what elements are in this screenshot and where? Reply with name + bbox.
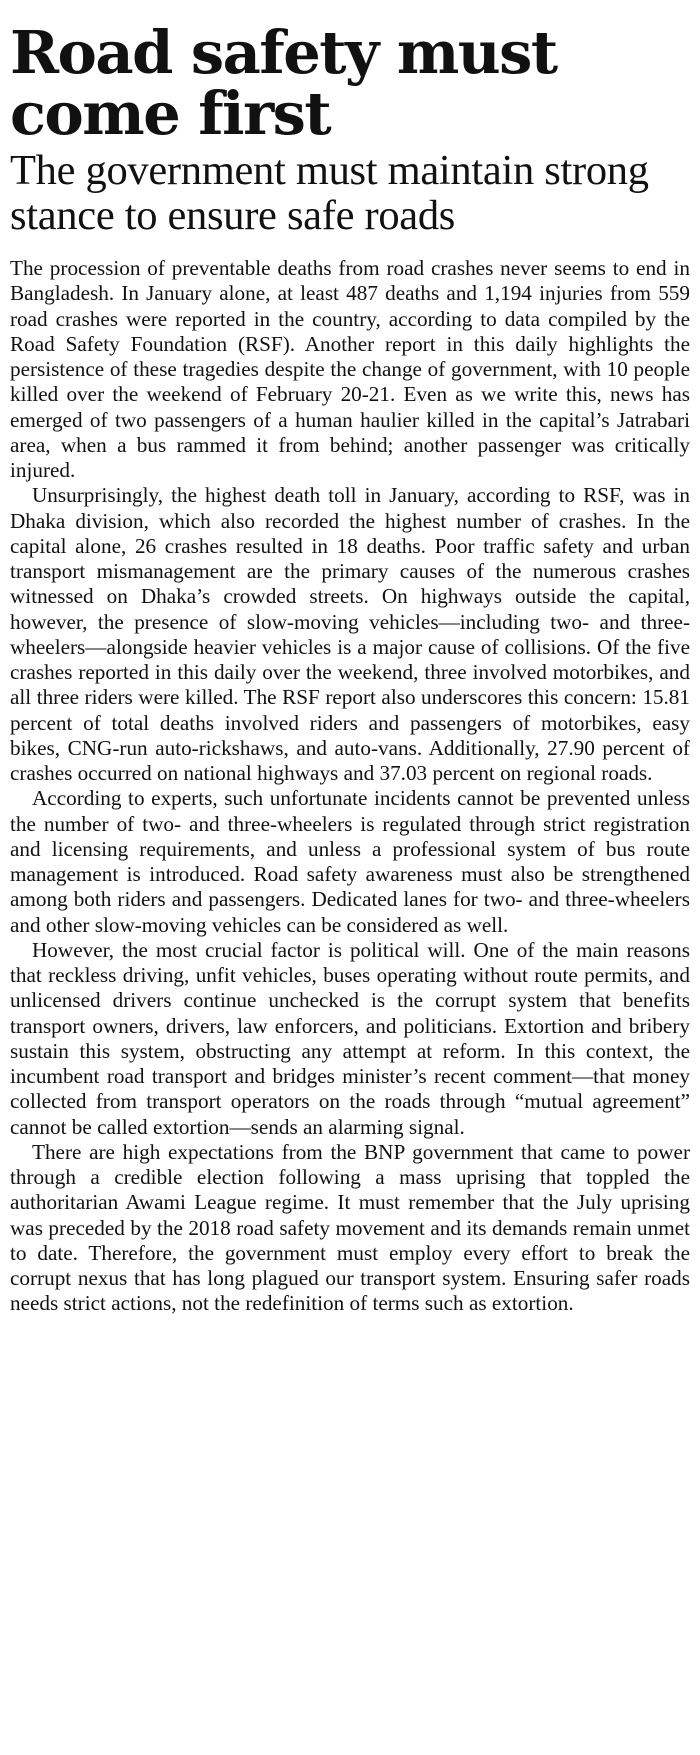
paragraph-1: The procession of preventable deaths from road crashes never seems to end in Bangladesh. In January alone, at least 487 deaths and 1,194 injuries from 559 road crashes were reported in the country, according to data compiled by the Road Safety Foundation (RSF). Another report in this daily highlights the persistence of these tragedies despite the change of government, with 10 people killed over the weekend of February 20-21. Even as we write this, news has emerged of two passengers of a human haulier killed in the capital’s Jatrabari area, when a bus rammed it from behind; another passenger was critically injured.	[10, 256, 690, 482]
paragraph-4: However, the most crucial factor is political will. One of the main reasons that reckless driving, unfit vehicles, buses operating without route permits, and unlicensed drivers continue unchecked is the corrupt system that benefits transport owners, drivers, law enforcers, and politicians. Extortion and bribery sustain this system, obstructing any attempt at reform. In this context, the incumbent road transport and bridges minister’s recent comment—that money collected from transport operators on the roads through “mutual agreement” cannot be called extortion—sends an alarming signal.	[10, 937, 690, 1139]
editorial-article	[10, 18, 690, 1317]
paragraph-5: There are high expectations from the BNP government that came to power through a credible election following a mass uprising that toppled the authoritarian Awami League regime. It must remember that the July uprising was preceded by the 2018 road safety movement and its demands remain unmet to date. Therefore, the government must employ every effort to break the corrupt nexus that has long plagued our transport system. Ensuring safer roads needs strict actions, not the redefinition of terms such as extortion.	[10, 1139, 690, 1316]
headline: Road safety must come first	[10, 18, 557, 148]
paragraph-3: According to experts, such unfortunate incidents cannot be prevented unless the number of two- and three-wheelers is regulated through strict registration and licensing requirements, and unless a professional system of bus route management is introduced. Road safety awareness must also be strengthened among both riders and passengers. Dedicated lanes for two- and three-wheelers and other slow-moving vehicles can be considered as well.	[10, 786, 690, 937]
article-body	[10, 256, 690, 1317]
subheadline: The government must maintain strong stance to ensure safe roads	[10, 147, 649, 239]
paragraph-2: Unsurprisingly, the highest death toll in January, according to RSF, was in Dhaka division, which also recorded the highest number of crashes. In the capital alone, 26 crashes resulted in 18 deaths. Poor traffic safety and urban transport mismanagement are the primary causes of the numerous crashes witnessed on Dhaka’s crowded streets. On highways outside the capital, however, the presence of slow-moving vehicles—including two- and three-wheelers—alongside heavier vehicles is a major cause of collisions. Of the five crashes reported in this daily over the weekend, three involved motorbikes, and all three riders were killed. The RSF report also underscores this concern: 15.81 percent of total deaths involved riders and passengers of motorbikes, easy bikes, CNG-run auto-rickshaws, and auto-vans. Additionally, 27.90 percent of crashes occurred on national highways and 37.03 percent on regional roads.	[10, 483, 690, 785]
